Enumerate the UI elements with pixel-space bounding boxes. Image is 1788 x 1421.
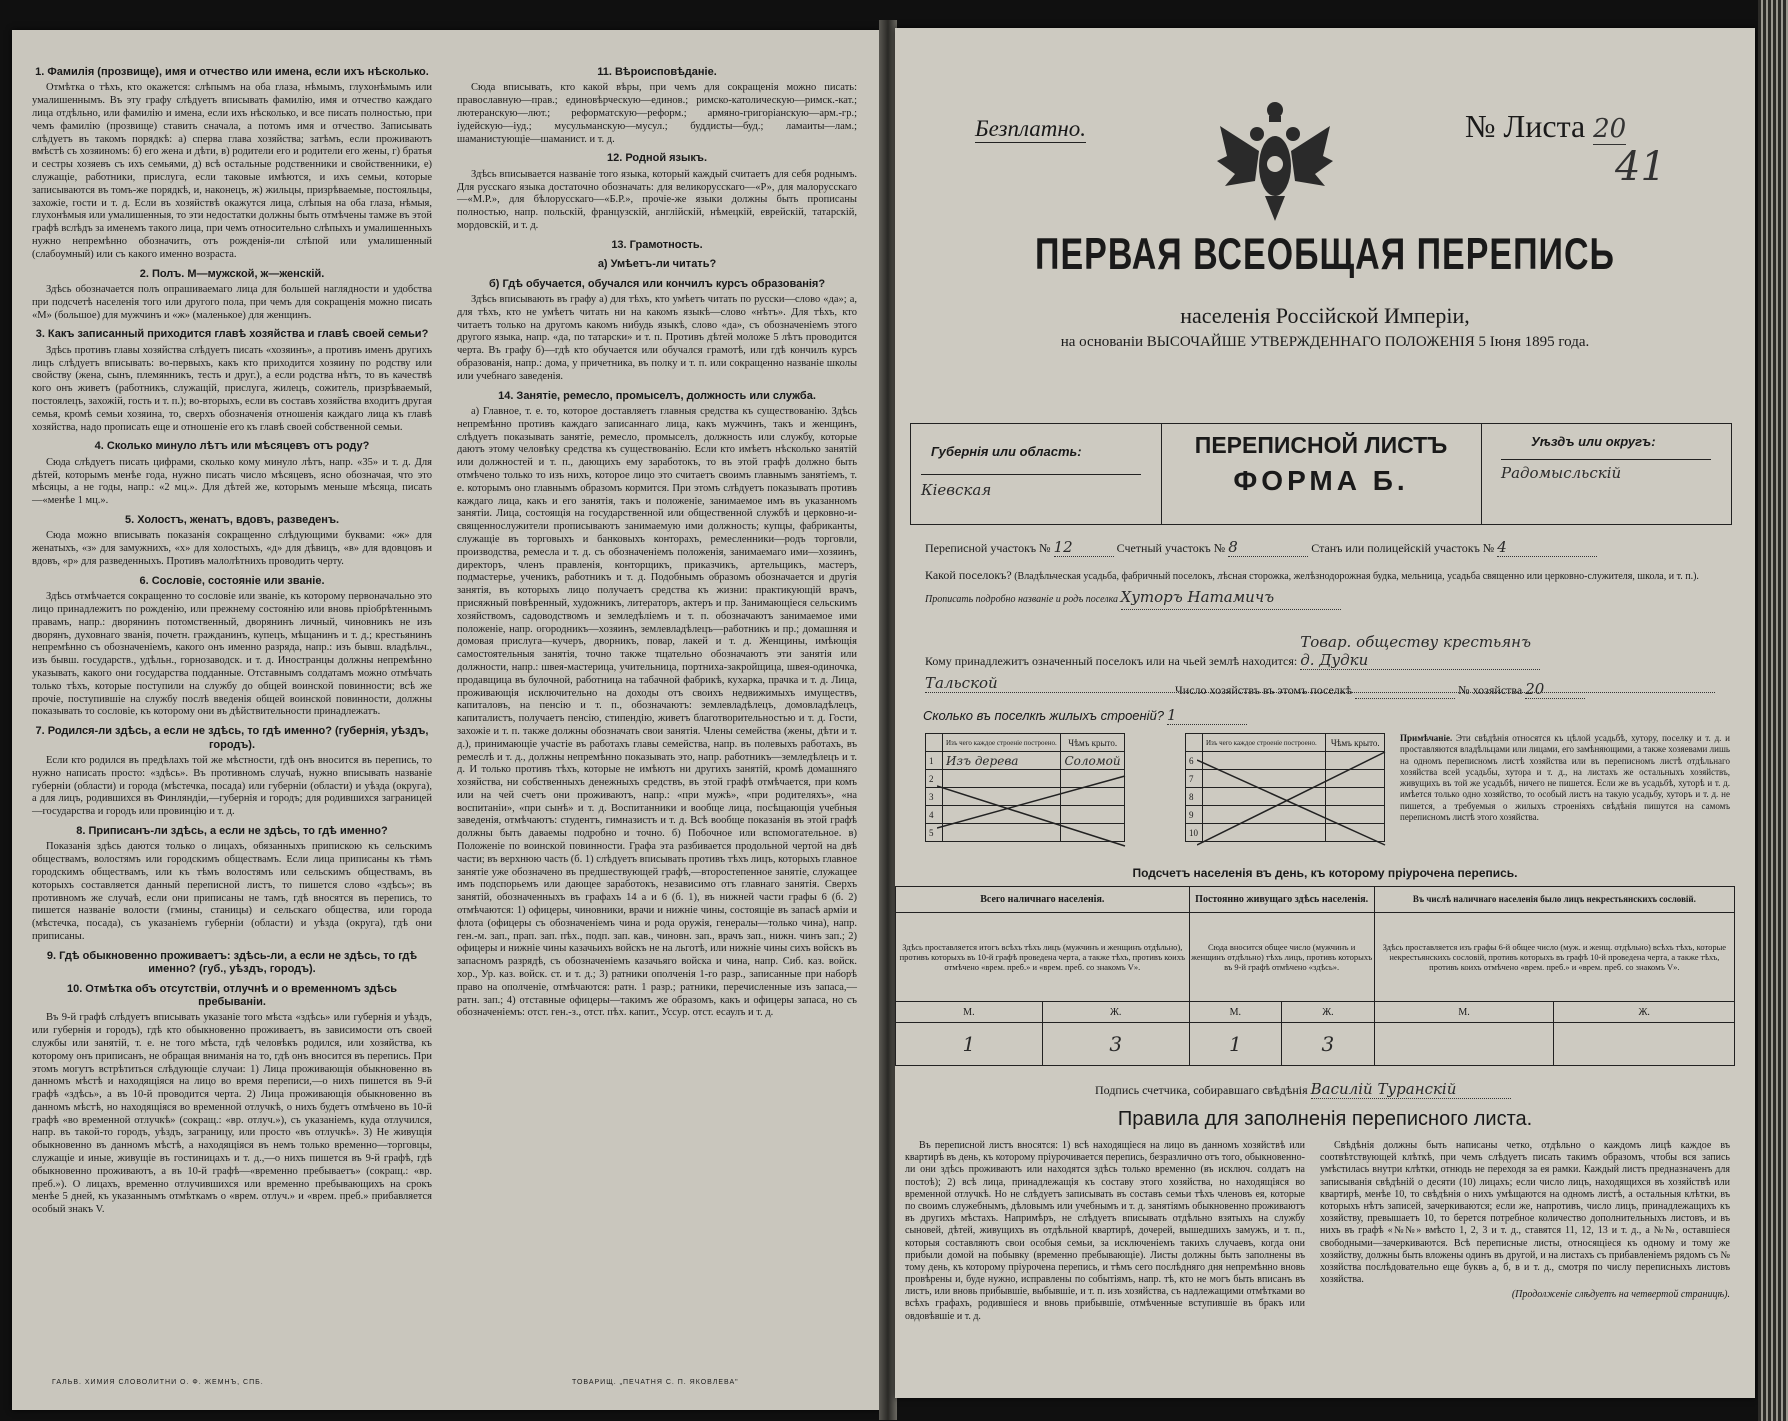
section-heading: 13. Грамотность.: [611, 238, 703, 251]
schet-uchastok-label: Счетный участокъ №: [1116, 541, 1226, 555]
section-text: Сюда вписывать, кто какой вѣры, при чемъ для сокращенія можно писать: православную—прав.; единовѣрческую—единов.; римско-католическую—римск.-кат.; лютеранскую—лют.; реформатскую—реформ.; армяно-григоріанскую—арм.-гр.; іудейскую—іуд.; мусульманскую—мусул.; буддисты—буд.; ламаиты—лам.; шаманистующіе—шаманист. и т. д.: [457, 82, 857, 145]
pop-header-permanent: Постоянно живущаго здѣсь населенія.: [1189, 887, 1374, 913]
bld-row-number: 4: [926, 806, 943, 824]
section-text: Сюда можно вписывать показанія сокращенно слѣдующими буквами: «ж» для женатыхъ, «з» для замужнихъ, «х» для холостыхъ, «д» для дѣвицъ, «в» для вдовцовъ и вдовъ, «р» для разведенныхъ. Противъ малолѣтнихъ проводить черту.: [32, 530, 432, 567]
gubernia-label: Губернія или область:: [931, 444, 1082, 459]
pop-desc-non-peasant: Здѣсь проставляется изъ графы 6-й общее число (муж. и женщ. отдѣльно) всѣхъ тѣхъ, которые некрестьянскихъ сословій, противъ которыхъ въ графѣ 10-й проведена черта, а также тѣхъ, противъ коихъ отмѣчено «врем. преб.» и «врем. преб. со знакомъ V».: [1374, 912, 1734, 1002]
section-text: Въ 9-й графѣ слѣдуетъ вписывать указаніе того мѣста «здѣсь» или губернія и уѣздъ, или губернія и городъ), гдѣ кто обыкновенно проживаетъ, въ зависимости отъ своей службы или занятій, т. е. не того мѣста, гдѣ человѣкъ родился, или хозяйства, къ которому онъ приписанъ, не обращая вниманія на то, гдѣ онъ вносится въ перепись. При этомъ могутъ встрѣтиться слѣдующіе случаи: 1) Лица проживающія обыкновенно въ данномъ мѣстѣ и находящіяся на лицо во время переписи,—о нихъ пишется въ 9-й графѣ «здѣсь», а въ 10-й проводится черта. 2) Лица проживающія обыкновенно въ данномъ мѣстѣ, но находящіяся во временной отлучкѣ, о нихъ будетъ отмѣчено въ 10-й графѣ «во временной отлучкѣ» (сокращ.: «вр. отлуч.»), съ указаніемъ, куда отлучился, напр. въ такой-то городъ, уѣздъ, заграницу, или просто «въ отлучкѣ». 3) Не живущія обыкновенно въ данномъ мѣстѣ, а находящіяся въ немъ только временно—торговцы, служащіе и иные, живущіе въ гостиницахъ и т. д.,—о нихъ пишется въ 9-й графѣ, гдѣ обыкновенно проживаютъ, а въ 10-й графѣ—«временно пребываетъ» (сокращ.: «вр. преб.»). О лицахъ, временно отлучившихся или временно пребывающихъ на срокъ менѣе 5 дней, къ указаннымъ отмѣткамъ о «врем. отлуч.» и «врем. преб.» прибавляется особый знакъ V.: [32, 1012, 432, 1216]
bld-row-number: 1: [926, 752, 943, 770]
owner-label: Кому принадлежитъ означенный поселокъ или на чьей землѣ находится:: [925, 654, 1298, 668]
section-text: Здѣсь вписывають въ графу а) для тѣхъ, кто умѣетъ читать по русски—слово «да»; а, для тѣхъ, кто не умѣетъ читать ни на какомъ языкѣ—слово «нѣтъ». Для тѣхъ, кто читаетъ только на другомъ какомъ нибудь языкѣ, слово «да», съ обозначеніемъ этого другого языка, напр. «да, по татарски» и т. п. Противъ дѣтей моложе 5 лѣтъ проводится черта. Въ графу б)—гдѣ кто обучается или обучался грамотѣ, или гдѣ кончилъ курсъ образованія, напр.: дома, у причетника, въ полку и т. п. или сокращенно названіе школы или учебнаго заведенія.: [457, 294, 857, 382]
strike-through-marks: [937, 768, 1127, 848]
section-text: Здѣсь отмѣчается сокращенно то сословіе или званіе, къ которому первоначально это лицо принадлежитъ по рожденію, или прежнему состоянію или вновь пріобрѣтеннымъ правамъ, напр.: дворянинъ потомственный, дворянинъ личный, чиновникъ не изъ дворянъ, духовнаго званія, почетн. гражданинъ, купецъ, мѣщанинъ и т. д.; крестьянинъ непремѣнно съ обозначеніемъ, какого онъ именно разряда, напр.: изъ бывш. владѣльч., изъ бывш. государств., удѣльн., горнозаводск. и т. д. Иностранцы должны непремѣнно указывать, какого они государства подданные. Отставнымъ солдатамъ можно отмѣчать только тѣхъ, которые поступили на службу до общей воинской повинности; всѣ же прочіе, поступившіе на службу послѣ введенія общей воинской повинности, должны показывать то сословіе, къ которому они въ дѣйствительности принадлежатъ.: [32, 591, 432, 718]
bld-row-number: 7: [1186, 770, 1203, 788]
section-heading: 5. Холостъ, женатъ, вдовъ, разведенъ.: [124, 513, 340, 526]
section-heading: 14. Занятіе, ремесло, промыселъ, должность или служба.: [498, 389, 816, 402]
buildings-label: Сколько въ поселкѣ жилыхъ строеній?: [923, 708, 1165, 723]
gubernia-value: Кіевская: [921, 474, 1141, 499]
section-heading: 4. Сколько минуло лѣтъ или мѣсяцевъ отъ роду?: [94, 440, 370, 453]
bld-row1-material: Изъ дерева: [943, 752, 1061, 770]
poselok-label: Какой поселокъ?: [925, 568, 1012, 582]
printer-footer-left: ГАЛЬВ. ХИМИЯ СЛОВОЛИТНИ О. Ф. ЖЕМНЪ, СПБ.: [52, 1379, 264, 1386]
pop-value: 3: [1042, 1023, 1189, 1066]
rules-right-paragraph: Свѣдѣнія должны быть написаны четко, отдѣльно о каждомъ лицѣ каждое въ соотвѣтствующей клѣткѣ, при чемъ слѣдуетъ писать такимъ образомъ, чтобы вся запись умѣстилась внутри клѣтки, отнюдь не переходя за ея рамки. Каждый листъ предназначенъ для записыванія свѣдѣній о десяти (10) лицахъ; если число лицъ, находящихся въ хозяйствѣ или квартирѣ, менѣе 10, то свѣдѣнія о нихъ умѣщаются на одномъ листѣ, а остальныя клѣтки, въ которыхъ нѣтъ записей, зачеркиваются; если же, напротивъ, число лицъ, принадлежащихъ къ хозяйству, превышаетъ 10, то берется потребное количество дополнительныхъ листовъ, и въ нихъ въ графѣ «№№» вмѣсто 1, 2, 3 и т. д., ставятся 11, 12, 13 и т. д., а №№, оставшіеся свободными—зачеркиваются. Всѣ переписные листы, относящіеся къ одному и тому же хозяйству, должны быть вложены одинъ въ другой, и на листахъ съ прибавленіемъ рядомъ съ № хозяйства послѣдовательно еще буквъ а, б, в и т. д., смотря по числу переписныхъ листовъ хозяйства.: [1320, 1140, 1730, 1286]
pop-value: [1554, 1023, 1735, 1066]
section-subheading: 10. Отмѣтка объ отсутствіи, отлучнѣ и о временномъ здѣсь пребываніи.: [66, 982, 398, 1008]
census-subtitle: населенія Россійской Имперіи,: [1180, 303, 1470, 328]
census-title: ПЕРВАЯ ВСЕОБЩАЯ ПЕРЕПИСЬ: [1035, 230, 1615, 280]
printer-footer-right: ТОВАРИЩ. „ПЕЧАТНЯ С. П. ЯКОВЛЕВА": [572, 1379, 739, 1386]
owner-value-2: Тальской: [925, 674, 1715, 693]
section-subheading: а) Умѣетъ-ли читать?: [597, 258, 717, 271]
signature-label: Подпись счетчика, собиравшаго свѣдѣнія: [1095, 1083, 1308, 1097]
pop-desc-permanent: Сюда вносится общее число (мужчинъ и женщинъ отдѣльно) тѣхъ лицъ, противъ которыхъ въ 9-й графѣ отмѣчено «здѣсь».: [1189, 912, 1374, 1002]
section-text: Если кто родился въ предѣлахъ той же мѣстности, гдѣ онъ вносится въ перепись, то нужно написать просто: «здѣсь». Въ противномъ случаѣ, нужно вписывать названіе губерніи (области) и города (мѣстечка, посада) или губерніи (области) и уѣзда (округа), а для лицъ, родившихся въ Финляндіи,—губернія и городъ; для родившихся заграницей—государства и городъ или провинцію и т. д.: [32, 754, 432, 818]
owner-value: Товар. обществу крестьянъ д. Дудки: [1300, 633, 1540, 670]
households-label: Число хозяйствъ въ этомъ поселкѣ: [1175, 683, 1353, 697]
bld-row-number: 10: [1186, 824, 1203, 842]
buildings-note: [1400, 733, 1730, 823]
uezd-label: Уѣздъ или округъ:: [1531, 434, 1656, 449]
census-decree-line: на основаніи ВЫСОЧАЙШЕ УТВЕРЖДЕННАГО ПОЛОЖЕНІЯ 5 Іюня 1895 года.: [1060, 334, 1590, 350]
stan-label: Станъ или полицейскій участокъ №: [1311, 541, 1495, 555]
bld-row-number: 3: [926, 788, 943, 806]
form-variant: ФОРМА Б.: [1233, 465, 1409, 496]
pop-value: 1: [1189, 1023, 1282, 1066]
section-heading: 12. Родной языкъ.: [606, 152, 707, 165]
buildings-line: [923, 706, 1323, 725]
section-text: Здѣсь обозначается полъ опрашиваемаго лица для большей наглядности и удобства при подсчетѣ населенія того или другого пола, при чемъ для сокращенія можно писать «М» (большое) для мужчинъ и «ж» (маленькое) для женщинъ.: [32, 283, 432, 321]
section-text: Здѣсь вписывается названіе того языка, который каждый считаетъ для себя роднымъ. Для русскаго языка достаточно обозначать: для великорусскаго—«Р», для малорусскаго—«М.Р.», для бѣлорусскаго—«Б.Р.», прочіе-же языки должны быть прописаны полностью, напр. польскій, французскій, англійскій, нѣмецкій, еврейскій, татарскій, мордовскій, и т. д.: [457, 168, 857, 231]
left-column-1: [32, 60, 432, 1220]
population-table: [895, 886, 1735, 1066]
signature-line: [1095, 1080, 1735, 1099]
perepis-uchastok-label: Переписной участокъ №: [925, 541, 1051, 555]
gubernia-cell: [911, 424, 1162, 524]
right-page: [895, 28, 1755, 1398]
poselok-value: Хуторъ Натамичъ: [1121, 585, 1341, 610]
poselok-hint-2: Прописать подробно названіе и родъ поселка: [925, 594, 1119, 606]
pop-value: [1374, 1023, 1554, 1066]
pop-value: 3: [1282, 1023, 1375, 1066]
pop-header-total: Всего наличнаго населенія.: [896, 887, 1190, 913]
form-title: ПЕРЕПИСНОЙ ЛИСТЪ: [1194, 432, 1448, 458]
left-page: [12, 30, 880, 1410]
perepis-uchastok-value: 12: [1054, 538, 1114, 557]
m-label: М.: [896, 1002, 1043, 1023]
households-line: [1175, 680, 1725, 699]
signature-value: Василій Туранскій: [1311, 1080, 1511, 1099]
section-text: Показанія здѣсь даются только о лицахъ, обязанныхъ припискою къ сельскимъ обществамъ, волостямъ или городскимъ обществамъ. Если лица приписаны къ тѣмъ городскимъ обществамъ, или къ тѣмъ волостямъ или сельскимъ обществамъ, въ которыхъ составляется данный переписной листъ, то пишется слово «здѣсь»; въ противномъ же случаѣ, если они приписаны не тамъ, гдѣ вносятся въ перепись, то пишется названіе волости (гмины, станицы) и сельскаго общества, или города (мѣстечка, посада), съ указаніемъ губерніи (области) и уѣзда (округа), гдѣ они приписаны.: [32, 841, 432, 942]
podschet-title: Подсчетъ населенія въ день, къ которому пріурочена перепись.: [1132, 866, 1518, 880]
household-no-label: № хозяйства: [1458, 683, 1523, 697]
section-heading: 9. Гдѣ обыкновенно проживаетъ: здѣсь-ли, а если не здѣсь, то гдѣ именно? (губ., уѣздъ, городъ).: [46, 949, 418, 976]
settlement-line: [925, 566, 1725, 610]
m-label: М.: [1374, 1002, 1554, 1023]
pop-desc-total: Здѣсь проставляется итогъ всѣхъ тѣхъ лицъ (мужчинъ и женщинъ отдѣльно), противъ которыхъ въ 10-й графѣ проведена черта, а также тѣхъ, противъ коихъ отмѣчено «врем. преб.» и «врем. преб. со знакомъ V».: [896, 912, 1190, 1002]
section-heading: 3. Какъ записанный приходится главѣ хозяйства и главѣ своей семьи?: [35, 328, 429, 341]
zh-label: Ж.: [1282, 1002, 1375, 1023]
section-heading: 7. Родился-ли здѣсь, а если не здѣсь, то гдѣ именно? (губернія, уѣздъ, городъ).: [35, 725, 429, 751]
strike-through-marks: [1197, 750, 1387, 850]
pop-value: 1: [896, 1023, 1043, 1066]
buildings-value: 1: [1167, 706, 1247, 725]
section-heading: 2. Полъ. М—мужской, ж—женскій.: [139, 267, 325, 280]
free-label: Безплатно.: [975, 116, 1087, 141]
uezd-value: Радомысльскій: [1501, 459, 1711, 482]
rules-title: Правила для заполненія переписного листа.: [1117, 1108, 1533, 1130]
section-text: а) Главное, т. е. то, которое доставляетъ главныя средства къ существованію. Здѣсь непремѣнно противъ каждаго записаннаго лица, какъ мужчинъ, такъ и женщинъ, слѣдуетъ показывать занятіе, ремесло, промыселъ, должность или службу, которые даютъ этому человѣку средства къ существованію. Если кто имѣетъ нѣсколько занятій или должностей и т. п., дающихъ ему заработокъ, то въ этой графѣ должно быть отмѣчено только то изъ нихъ, которое лицо это считаетъ своимъ главнымъ занятіемъ, т. е. которымъ оно главнымъ образомъ кормится. При этомъ слѣдуетъ показывать противъ каждаго лица, какъ и его занятія, такъ и положеніе, занимаемое имъ въ указанномъ занятіи. Лица, состоящія на государственной или общественной службѣ и церковно-и-священнослужители прописываютъ занимаемую ими должность; купцы, фабриканты, служащіе въ торговыхъ и банковыхъ конторахъ, ремесленники—родъ торговли, производства, ремесла и т. д. съ обозначеніемъ положенія, занимаемаго ими—хозяинъ, директоръ, членъ правленія, конторщикъ, приказчикъ, артельщикъ, мастеръ, подмастерье, ученикъ, работникъ и т. д. Подобнымъ образомъ обозначается и другія занятія, въ которыхъ лицо получаетъ средства къ жизни: практикующій врачъ, присяжный повѣренный, художникъ, литераторъ, актеръ и пр. Занимающіеся сельскимъ хозяйствомъ, садоводствомъ и земледѣліемъ и т. п. обозначаютъ занимаемое ими положеніе, напр. огородникъ—хозяинъ, землевладѣлецъ—работникъ и пр.; домашняя и домовая прислуга—кучеръ, дворникъ, повар, лакей и т. д. Женщины, имѣющія самостоятельныя занятія, точно также тщательно обозначаютъ эти занятія или должности, напр.: швея-мастерица, учительница, портниха-закройщица, швея-одиночка, продавщица въ булочной, работница на табачной фабрикѣ, кухарка, прачка и т. д. Лица, проживающія исключительно на доходы отъ своихъ недвижимыхъ имуществъ, капиталовъ, на пенсію и т. п., обозначаютъ: землевладѣлецъ, домовладѣлецъ, капиталистъ, получаетъ пенсію, стипендію, живетъ благотворительностью и т. д. Гости, захожіе и т. п. также должны обозначать свои занятія. Члены семейства (жены, дѣти и т. д.), принимающіе участіе въ работахъ главы семейства, напр. въ полевыхъ работахъ, въ ремеслѣ и т. д., должны непремѣнно показывать это, напр. работникъ—земледѣлецъ и т. д. И только противъ тѣхъ, которые не имѣютъ ни другихъ занятій, кромѣ домашняго хозяйства, ни собственныхъ денежныхъ средствъ, въ этой графѣ отмѣчается, при комъ или на чей счетъ они проживаютъ, напр.: «при мужѣ», «при родителяхъ», «на воспитаніи», «при сынѣ» и т. д. Воспитанники и вообще лица, посѣщающія учебныя заведенія, отмѣчаютъ: студентъ, гимназистъ и т. д. Всѣ вообще показанія въ этой графѣ должны быть даваемы подробно и точно. б) Побочное или вспомогательное. в) Положеніе по воинской повинности. Графа эта разбивается продольной чертой на двѣ части; въ верхнюю часть (б. 1) слѣдуетъ вписывать противъ тѣхъ лицъ, которыхъ главное занятіе уже обозначено въ предшествующей графѣ,—второстепенное занятіе, служащее имъ подспорьемъ или дающее заработокъ, независимо отъ главнаго занятія. Сверхъ занятій, обозначенныхъ въ графахъ 14 а и 6 (б. 1), въ нижней части графы 6 (б. 2) отмѣчаются: 1) офицеры, чиновники, врачи и нижніе чины, состоящіе въ запасѣ арміи и флота (офицеры съ обозначеніемъ чина и рода оружія, генералы—только чина), напр. ген.-м. зап., прап. зап. пѣх., подп. зап. кав., чиновн. зап., врачъ зап., нижн. чинъ зап.; 2) офицеры и нижніе чины казачьихъ войскъ не на льготѣ, или нижніе чины сихъ войскъ въ запасномъ разрядѣ, съ обозначеніемъ казачьяго войска и чина, напр. Сиб. каз. войск. хор., Ур. каз. войск. ст. и т. д.; 3) ратники ополченія 1-го разр., записанные при наборѣ право на ополченіе, отмѣчаются: ратн. 1 разр.; ратники, перечисленные изъ запаса,—ратн. зап.; 4) отставные офицеры—такимъ же образомъ, какъ и офицеры запаса, но съ обозначеніемъ: отст. ген.-з., отст. пѣх. капит., Уссур. отст. есаулъ и т. д.: [457, 405, 857, 1019]
section-heading: 11. Вѣроисповѣданіе.: [597, 66, 717, 78]
bld-row-number: 6: [1186, 752, 1203, 770]
bld-row-number: 2: [926, 770, 943, 788]
bld-head-roof: Чѣмъ крыто.: [1061, 734, 1125, 752]
section-heading: 6. Сословіе, состояніе или званіе.: [139, 574, 325, 587]
sheet-number-value-2: 41: [1615, 144, 1666, 190]
household-no-value: 20: [1525, 680, 1585, 699]
bld-row-number: 5: [926, 824, 943, 842]
note-label: Примѣчаніе.: [1400, 733, 1453, 743]
note-text: Эти свѣдѣнія относятся къ цѣлой усадьбѣ, хутору, поселку и т. д. и проставляются владѣльцами или лицами, его замѣняющими, а также хозяевами лишь на одномъ переписномъ листѣ хозяйства или въ переписномъ листѣ отдѣльнаго хозяйства всей усадьбы, хутора и т. д., на листахъ же остальныхъ хозяйствъ, живущихъ въ той же усадьбѣ, ничего не пишется. Если же въ усадьбѣ, хуторѣ и т. д. имѣется только одно хозяйство, то особый листъ на такую усадьбу, хуторъ и т. д. не пишется, а требуемыя о жилыхъ строеніяхъ свѣдѣнія пишутся на самомъ переписномъ листѣ этого хозяйства.: [1400, 733, 1731, 822]
double-headed-eagle-emblem-icon: [1215, 96, 1335, 226]
region-header-box: [910, 423, 1732, 525]
section-text: Отмѣтка о тѣхъ, кто окажется: слѣпымъ на оба глаза, нѣмымъ, глухонѣмымъ или умалишеннымъ. Въ эту графу слѣдуетъ вписывать фамилію, имя и отчество каждаго лица отдѣльно, или фамилію и имена, если ихъ нѣсколько, и все писать полностью, при чемъ фамилію (прозвище) ставить сначала, а потомъ имя и отчество. Записывать слѣдуетъ въ такомъ порядкѣ: а) сперва глава хозяйства; затѣмъ, если проживаютъ вмѣстѣ съ хозяиномъ: б) его жена и дѣти, в) родители его и родители его жены, г) братья и сестры хозяевъ съ ихъ семьями, д) всѣ остальные родственники и свойственники, е) служащіе, работники, прислуга, если таковые имѣются, и ихъ семьи, которые записываются въ томъ-же порядкѣ, и, наконецъ, ж) жильцы, призрѣваемые, постояльцы, захожіе, гости и т. д. Если въ хозяйствѣ окажутся лица, слѣпыя на оба глаза, нѣмыя, глухонѣмыя или умалишенныя, то эти недостатки должны быть отмѣчены тамже въ этой графѣ вслѣдъ за именемъ такого лица, при чемъ относительно слѣпыхъ и умалишенныхъ нужно непремѣнно обозначить, отъ рожденія-ли слѣпой или умалишенный (слабоумный) или съ какого именно возраста.: [32, 82, 432, 260]
uezd-cell: [1481, 424, 1731, 524]
section-text: Сюда слѣдуетъ писать цифрами, сколько кому минуло лѣтъ, напр. «35» и т. д. Для дѣтей, которымъ менѣе года, нужно писать число мѣсяцевъ, ясно обозначая, что это мѣсяцы, а не годы, напр.: «2 мц.». Для дѣтей же, которымъ меньше мѣсяца, писать —«менѣе 1 мц.».: [32, 456, 432, 507]
rules-left-paragraph: Въ переписной листъ вносятся: 1) всѣ находящіеся на лицо въ данномъ хозяйствѣ или квартирѣ въ день, къ которому пріурочивается перепись, безразлично отъ того, обыкновенно-ли они здѣсь проживаютъ или находятся здѣсь только временно (въ исключ. солдатъ на постоѣ); 2) всѣ лица, принадлежащія къ составу этого хозяйства, но находящіяся во временной отлучкѣ. Но не слѣдуетъ записывать въ составъ семьи тѣхъ членовъ ея, которые по своимъ служебнымъ, дѣловымъ или учебнымъ и т. д. занятіямъ обыкновенно проживаютъ въ другихъ мѣстахъ. Напримѣръ, не слѣдуетъ вписывать отдѣльно взятыхъ на службу сыновей, дѣтей, живущихъ въ отдѣльной квартирѣ, дочерей, вышедшихъ замужъ, и т. п., которыя составляютъ свои особыя семьи, за исключеніемъ такихъ случаевъ, когда они прибыли домой на побывку (временно пребывающіе). Листы должны быть заполнены въ тому день, къ которому пріурочена перепись, и тѣмъ сего послѣдняго дня непремѣнно вновь провѣрены и, буде нужно, исправлены по событіямъ, напр. тѣ, кто не могъ быть вписанъ въ листъ, или вновь прибывшіе, выбывшіе, и т. п. изъ хозяйства, съ надлежащими отмѣтками во всѣхъ графахъ, родившіеся и вновь прибывшіе, отмѣченные вступившіе въ бракъ или овдовѣвшіе и т. д.: [905, 1140, 1305, 1322]
section-subheading: б) Гдѣ обучается, обучался или кончилъ курсъ образованія?: [488, 277, 826, 290]
bld-head-roof: Чѣмъ крыто.: [1326, 734, 1385, 752]
section-heading: 1. Фамилія (прозвище), имя и отчество или имена, если ихъ нѣсколько.: [35, 66, 429, 78]
rules-left-text: [905, 1140, 1305, 1326]
schet-uchastok-value: 8: [1228, 538, 1308, 557]
rules-right-text: [1320, 1140, 1730, 1304]
section-text: Здѣсь противъ главы хозяйства слѣдуетъ писать «хозяинъ», а противъ именъ другихъ лицъ слѣдуетъ вписывать: во-первыхъ, какъ кто приходится хозяину по родству или свойству (жена, сынъ, племянникъ, тесть и друг.), а если родства нѣтъ, то въ качествѣ кого онъ живетъ (работникъ, служащій, прислуга, жилецъ, сожитель, призрѣваемый, постоялецъ, захожій, гость и т. п.); во-вторыхъ, если въ составъ хозяйства входитъ другая семья, кромѣ семьи хозяина, то, сверхъ обозначенія отношенія каждаго лица къ главѣ хозяйства, надо прописать еще и отношеніе его къ главѣ своей собственной семьи.: [32, 344, 432, 433]
form-title-cell: [1161, 424, 1482, 524]
bld-head-material: Изъ чего каждое строеніе построено.: [1203, 734, 1326, 752]
m-label: М.: [1189, 1002, 1282, 1023]
pop-header-non-peasant: Въ числѣ наличнаго населенія было лицъ некрестьянскихъ сословій.: [1374, 887, 1734, 913]
stan-value: 4: [1497, 538, 1597, 557]
page-stack-edge: [1758, 0, 1788, 1421]
section-heading: 8. Приписанъ-ли здѣсь, а если не здѣсь, то гдѣ именно?: [76, 824, 388, 837]
zh-label: Ж.: [1554, 1002, 1735, 1023]
zh-label: Ж.: [1042, 1002, 1189, 1023]
bld-head-material: Изъ чего каждое строеніе построено.: [943, 734, 1061, 752]
rules-section: [895, 1108, 1755, 1131]
rules-continued: (Продолженіе слѣдуетъ на четвертой страницѣ).: [1511, 1289, 1730, 1301]
bld-row-number: 9: [1186, 806, 1203, 824]
sheet-number-label: № Листа: [1465, 108, 1586, 144]
sheet-number: [1465, 108, 1666, 190]
left-column-2: [457, 60, 857, 1023]
bld-row1-roof: Соломой: [1061, 752, 1125, 770]
poselok-hint: (Владѣльческая усадьба, фабричный поселокъ, лѣсная сторожка, желѣзнодорожная будка, мельница, усадьба священно или церковно-служителя, школа, и т. п.).: [1014, 571, 1699, 582]
district-line: [925, 538, 1725, 557]
sheet-number-value: 20: [1593, 114, 1627, 144]
bld-row-number: 8: [1186, 788, 1203, 806]
